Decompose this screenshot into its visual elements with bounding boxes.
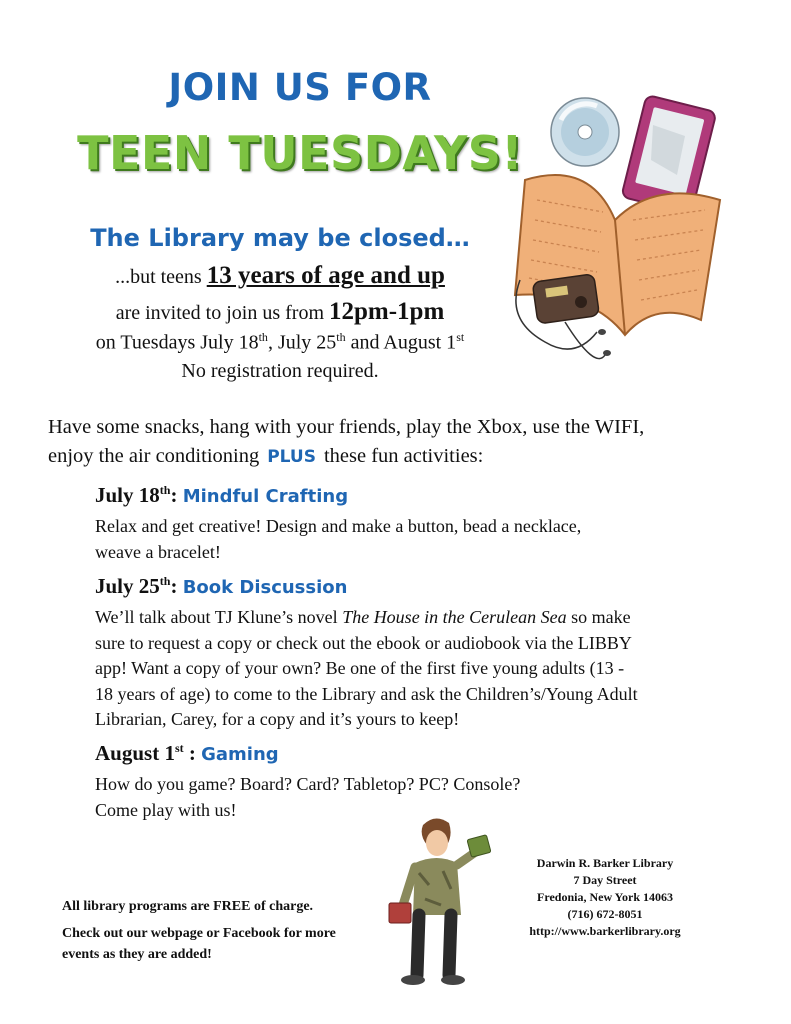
date-july-18: on Tuesdays July 18 — [95, 331, 259, 354]
activity-2-line — [95, 605, 735, 631]
sup-th: th — [258, 330, 268, 344]
body-line-2 — [48, 442, 768, 472]
activity-2-line-pre: We’ll talk about TJ Klune’s novel — [95, 607, 343, 627]
activity-1-line: weave a bracelet! — [95, 541, 221, 562]
activity-2-name: Book Discussion — [182, 577, 348, 598]
library-website[interactable]: http://www.barkerlibrary.org — [529, 924, 681, 938]
activity-3-name: Gaming — [201, 744, 279, 765]
intro-teens-text: ...but teens — [115, 266, 202, 288]
activity-3-line: How do you game? Board? Card? Tabletop? PC? Console? — [95, 774, 521, 794]
sup-th: th — [336, 330, 346, 344]
date-july-25: , July 25 — [267, 331, 337, 354]
teen-boy-reading-illustration — [385, 815, 495, 990]
body-paragraph — [48, 413, 768, 472]
sup-st: st — [456, 330, 465, 344]
body-line-2-post: these fun activities: — [323, 445, 484, 467]
header-teen-tuesdays: TEEN TUESDAYS! — [77, 126, 523, 180]
intro-invited-text: are invited to join us from — [115, 302, 324, 324]
activity-1-line: Relax and get creative! Design and make a button, bead a necklace, — [95, 516, 582, 536]
intro-line-1 — [0, 262, 560, 290]
library-address — [505, 855, 705, 940]
check-webpage-note: Check out our webpage or Facebook for more events as they are added! — [62, 926, 336, 962]
activity-1-description — [95, 514, 735, 565]
activity-1-name: Mindful Crafting — [182, 486, 349, 507]
library-name: Darwin R. Barker Library — [536, 856, 674, 870]
free-programs-note: All library programs are FREE of charge. — [62, 899, 314, 914]
activity-2-line: app! Want a copy of your own? Be one of the first five young adults (13 - — [95, 658, 625, 678]
activity-2-description — [95, 605, 735, 733]
book-title: The House in the Cerulean Sea — [342, 607, 567, 627]
sup: th — [159, 483, 171, 497]
body-line-1: Have some snacks, hang with your friends, play the Xbox, use the WIFI, — [48, 416, 645, 438]
intro-line-2 — [0, 298, 560, 326]
closed-notice: The Library may be closed… — [90, 224, 470, 252]
activity-2-line: Librarian, Carey, for a copy and it’s yours to keep! — [95, 709, 460, 729]
library-street: 7 Day Street — [573, 873, 637, 887]
time-range: 12pm-1pm — [329, 298, 445, 325]
activity-2-heading: July 25th: Book Discussion — [95, 574, 348, 598]
library-city: Fredonia, New York 14063 — [537, 890, 673, 904]
age-requirement: 13 years of age and up — [206, 262, 445, 289]
date-august-1: and August 1 — [345, 331, 457, 354]
cd-icon — [551, 98, 619, 166]
activity-2-line: sure to request a copy or check out the ebook or audiobook via the LIBBY — [95, 632, 632, 653]
activity-3-heading: August 1st : Gaming — [95, 741, 279, 765]
activity-3-date: August 1 — [95, 741, 175, 765]
library-phone: (716) 672-8051 — [567, 907, 643, 921]
activity-3-line: Come play with us! — [95, 799, 237, 820]
activity-1-date: July 18 — [95, 483, 160, 507]
sup: th — [159, 574, 171, 588]
intro-dates — [0, 330, 560, 355]
sup: st — [174, 741, 184, 755]
plus-text: PLUS — [267, 447, 316, 467]
no-registration: No registration required. — [181, 360, 379, 382]
header-join-us: JOIN US FOR — [168, 66, 432, 109]
activity-2-date: July 25 — [95, 574, 160, 598]
activity-2-line: 18 years of age) to come to the Library and ask the Children’s/Young Adult — [95, 683, 638, 704]
body-line-2-pre: enjoy the air conditioning — [48, 445, 260, 467]
activity-1-heading: July 18th: Mindful Crafting — [95, 483, 349, 507]
activity-2-line-post: so make — [566, 607, 631, 627]
